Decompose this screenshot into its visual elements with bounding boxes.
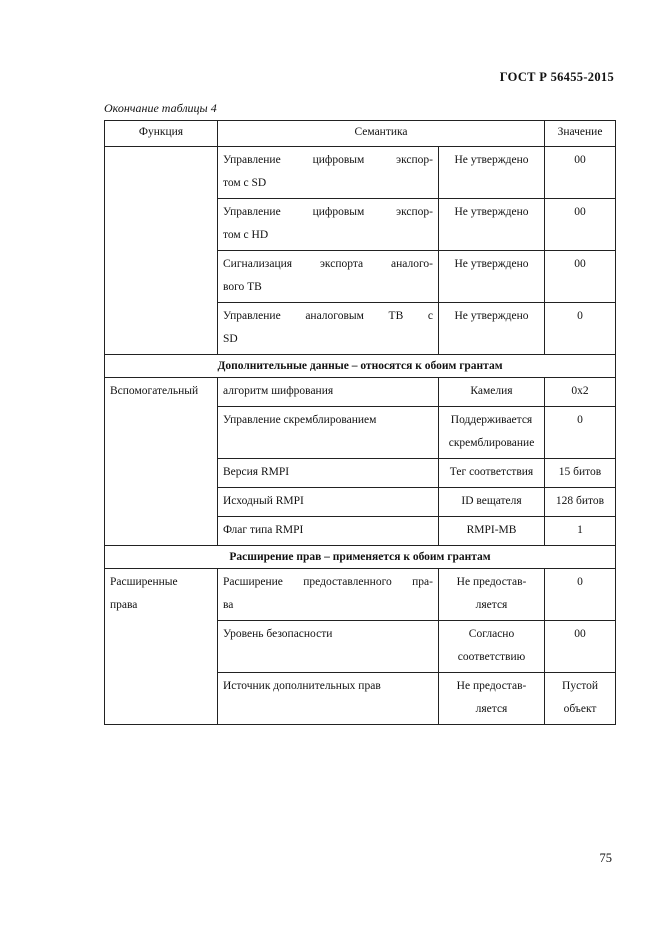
value-cell: 00 <box>545 251 616 303</box>
semantics-line: Расширение предоставленного пра- <box>223 576 433 588</box>
status-cell <box>439 569 545 621</box>
spec-table <box>104 120 616 725</box>
function-cell-empty <box>105 147 218 355</box>
table-row <box>105 569 616 621</box>
table-row <box>105 378 616 407</box>
status-line: Согласно <box>468 628 515 640</box>
status-cell: Не утверждено <box>439 303 545 355</box>
semantics-cell <box>218 199 439 251</box>
status-line: Не предостав- <box>456 680 527 692</box>
section-row <box>105 355 616 378</box>
status-cell: Камелия <box>439 378 545 407</box>
value-cell: 00 <box>545 199 616 251</box>
value-cell: 0 <box>545 407 616 459</box>
status-cell <box>439 673 545 725</box>
value-line: объект <box>563 703 597 715</box>
col-value-header: Значение <box>545 121 616 147</box>
table-row <box>105 147 616 199</box>
semantics-cell <box>218 673 439 725</box>
semantics-cell <box>218 147 439 199</box>
section-row <box>105 546 616 569</box>
status-cell: Тег соответствия <box>439 459 545 488</box>
value-cell: 15 битов <box>545 459 616 488</box>
status-line: скремблирование <box>448 437 535 449</box>
semantics-line: Уровень безопасности <box>223 628 333 640</box>
function-line: права <box>110 599 138 611</box>
semantics-cell <box>218 251 439 303</box>
status-cell <box>439 621 545 673</box>
semantics-line: Сигнализация экспорта аналого- <box>223 258 433 270</box>
col-semantics-header: Семантика <box>218 121 545 147</box>
page-number: 75 <box>599 851 612 865</box>
col-function-header: Функция <box>105 121 218 147</box>
status-cell: Не утверждено <box>439 251 545 303</box>
semantics-cell: Исходный RMPI <box>218 488 439 517</box>
function-cell <box>105 569 218 725</box>
semantics-cell: Флаг типа RMPI <box>218 517 439 546</box>
semantics-line: вого ТВ <box>223 281 262 293</box>
semantics-cell <box>218 621 439 673</box>
value-cell: 00 <box>545 621 616 673</box>
status-cell: Не утверждено <box>439 199 545 251</box>
value-line: Пустой <box>562 680 598 692</box>
semantics-line: Управление цифровым экспор- <box>223 206 433 218</box>
section-title: Расширение прав – применяется к обоим грантам <box>105 546 616 569</box>
semantics-line: SD <box>223 333 238 345</box>
semantics-line: том с HD <box>223 229 269 241</box>
semantics-cell: алгоритм шифрования <box>218 378 439 407</box>
status-line: Не предостав- <box>456 576 527 588</box>
status-line: ляется <box>475 599 508 611</box>
function-line: Расширенные <box>110 576 178 588</box>
value-cell: 00 <box>545 147 616 199</box>
status-cell: ID вещателя <box>439 488 545 517</box>
table-caption: Окончание таблицы 4 <box>104 101 217 115</box>
section-title: Дополнительные данные – относятся к обоим грантам <box>105 355 616 378</box>
semantics-line: Источник дополнительных прав <box>223 680 381 692</box>
status-cell: RMPI-MB <box>439 517 545 546</box>
semantics-line: Управление аналоговым ТВ с <box>223 310 433 322</box>
standard-designation: ГОСТ Р 56455-2015 <box>499 70 614 84</box>
table-header-row <box>105 121 616 147</box>
semantics-cell: Версия RMPI <box>218 459 439 488</box>
status-cell: Не утверждено <box>439 147 545 199</box>
value-cell: 128 битов <box>545 488 616 517</box>
semantics-cell <box>218 569 439 621</box>
semantics-line: Управление цифровым экспор- <box>223 154 433 166</box>
value-cell: 0 <box>545 303 616 355</box>
semantics-line: ва <box>223 599 234 611</box>
status-line: соответствию <box>457 651 526 663</box>
value-cell: 0 <box>545 569 616 621</box>
value-cell: 0x2 <box>545 378 616 407</box>
function-cell: Вспомогательный <box>105 378 218 546</box>
status-line: ляется <box>475 703 508 715</box>
semantics-line: том с SD <box>223 177 267 189</box>
semantics-cell <box>218 303 439 355</box>
value-cell <box>545 673 616 725</box>
status-cell <box>439 407 545 459</box>
status-line: Поддерживается <box>450 414 533 426</box>
semantics-cell: Управление скремблированием <box>218 407 439 459</box>
value-cell: 1 <box>545 517 616 546</box>
